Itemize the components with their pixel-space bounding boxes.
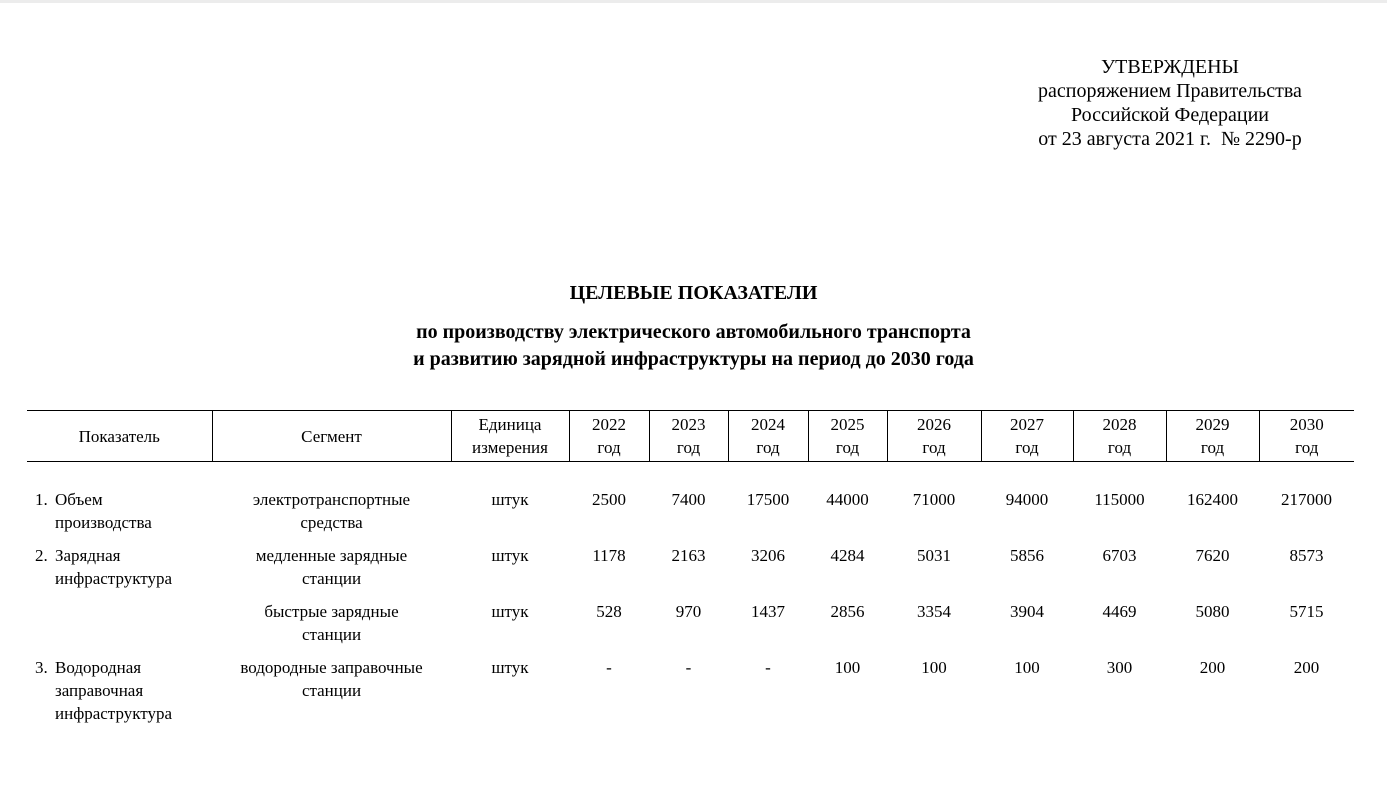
value-cell-2029: 162400 bbox=[1187, 490, 1238, 509]
value-cell-2024: 3206 bbox=[751, 546, 785, 565]
indicator-name-line: производства bbox=[55, 513, 152, 532]
column-header-text: Единица bbox=[478, 415, 542, 434]
value-cell-2022: 528 bbox=[596, 602, 622, 621]
value-cell-2025: 100 bbox=[834, 658, 861, 677]
indicator-name bbox=[55, 656, 172, 725]
segment-line: станции bbox=[301, 681, 362, 700]
value-cell-2024: - bbox=[765, 658, 771, 677]
column-header-text: 2023 bbox=[671, 415, 706, 434]
column-header-text: 2029 bbox=[1195, 415, 1230, 434]
indicator-cell bbox=[27, 544, 212, 600]
value-cell-2028: 4469 bbox=[1102, 602, 1137, 621]
indicator-name bbox=[55, 544, 172, 590]
subtitle-line-2: и развитию зарядной инфраструктуры на период до 2030 года bbox=[413, 348, 974, 370]
value-cell-2030: 217000 bbox=[1281, 490, 1332, 509]
value-cell-2026: 71000 bbox=[912, 490, 956, 509]
column-header-text: 2027 bbox=[1010, 415, 1044, 434]
document-title: ЦЕЛЕВЫЕ ПОКАЗАТЕЛИ bbox=[569, 282, 818, 304]
subtitle-line-1: по производству электрического автомобильного транспорта bbox=[416, 321, 971, 343]
segment-line: электротранспортные bbox=[252, 490, 411, 509]
header-spacer-row bbox=[27, 462, 1354, 489]
value-cell-2025: 2856 bbox=[830, 602, 865, 621]
unit-cell: штук bbox=[491, 546, 529, 565]
value-cell-2025: 44000 bbox=[826, 490, 869, 509]
column-header-text: 2030 bbox=[1289, 415, 1324, 434]
value-cell-2029: 200 bbox=[1199, 658, 1226, 677]
column-header-text: измерения bbox=[472, 438, 548, 457]
column-header-4 bbox=[649, 411, 728, 462]
indicator-cell bbox=[27, 656, 212, 728]
column-header-text: год bbox=[756, 438, 780, 457]
column-header-5 bbox=[728, 411, 808, 462]
segment-line: быстрые зарядные bbox=[264, 602, 399, 621]
indicator-name-line: заправочная bbox=[55, 681, 144, 700]
approval-line-4: от 23 августа 2021 г. № 2290-р bbox=[1038, 128, 1302, 150]
column-header-9 bbox=[1073, 411, 1166, 462]
value-cell-2022: 2500 bbox=[592, 490, 626, 509]
segment-line: станции bbox=[301, 569, 362, 588]
table-row bbox=[27, 488, 1354, 544]
value-cell-2027: 3904 bbox=[1010, 602, 1044, 621]
page-top-edge bbox=[0, 0, 1387, 3]
column-header-text: год bbox=[922, 438, 946, 457]
indicator-name-line: инфраструктура bbox=[55, 704, 172, 723]
unit-cell: штук bbox=[491, 602, 529, 621]
indicator-number: 3. bbox=[35, 658, 48, 677]
column-header-8 bbox=[981, 411, 1073, 462]
indicators-table bbox=[27, 410, 1354, 728]
column-header-text: 2022 bbox=[592, 415, 626, 434]
column-header-3 bbox=[569, 411, 649, 462]
value-cell-2024: 1437 bbox=[751, 602, 785, 621]
value-cell-2030: 8573 bbox=[1289, 546, 1324, 565]
value-cell-2022: 1178 bbox=[592, 546, 626, 565]
table-row bbox=[27, 544, 1354, 600]
column-header-text: год bbox=[1107, 438, 1132, 457]
column-header-text: 2024 bbox=[751, 415, 785, 434]
indicator-cell bbox=[27, 600, 212, 656]
column-header-text: год bbox=[1295, 438, 1319, 457]
indicator-name bbox=[55, 488, 152, 534]
value-cell-2028: 6703 bbox=[1102, 546, 1137, 565]
value-cell-2029: 7620 bbox=[1195, 546, 1230, 565]
column-header-1 bbox=[212, 411, 451, 462]
column-header-text: год bbox=[1015, 438, 1039, 457]
indicator-name-line: Объем bbox=[55, 490, 103, 509]
column-header-text: год bbox=[597, 438, 621, 457]
table-body bbox=[27, 462, 1354, 729]
column-header-text: 2028 bbox=[1102, 415, 1137, 434]
indicators-table-wrapper bbox=[27, 410, 1354, 728]
value-cell-2025: 4284 bbox=[830, 546, 865, 565]
value-cell-2027: 5856 bbox=[1010, 546, 1044, 565]
column-header-6 bbox=[808, 411, 887, 462]
segment-cell bbox=[212, 544, 451, 600]
unit-cell: штук bbox=[491, 490, 529, 509]
approval-stamp bbox=[1005, 55, 1335, 151]
indicator-cell bbox=[27, 488, 212, 544]
value-cell-2027: 100 bbox=[1014, 658, 1040, 677]
segment-line: водородные заправочные bbox=[240, 658, 423, 677]
table-row bbox=[27, 656, 1354, 728]
column-header-text: Показатель bbox=[78, 426, 160, 446]
value-cell-2028: 300 bbox=[1106, 658, 1133, 677]
segment-line: станции bbox=[301, 625, 362, 644]
column-header-text: 2025 bbox=[830, 415, 865, 434]
document-subtitle bbox=[0, 319, 1387, 373]
indicator-name-line: Водородная bbox=[55, 658, 142, 677]
value-cell-2028: 115000 bbox=[1094, 490, 1145, 509]
indicator-number: 2. bbox=[35, 546, 48, 565]
column-header-text: год bbox=[676, 438, 701, 457]
column-header-11 bbox=[1259, 411, 1354, 462]
approval-line-1: УТВЕРЖДЕНЫ bbox=[1100, 56, 1240, 78]
value-cell-2023: 7400 bbox=[671, 490, 706, 509]
value-cell-2022: - bbox=[606, 658, 612, 677]
column-header-text: Сегмент bbox=[301, 426, 362, 446]
column-header-0 bbox=[27, 411, 212, 462]
value-cell-2026: 100 bbox=[921, 658, 947, 677]
approval-line-2: распоряжением Правительства bbox=[1038, 80, 1302, 102]
segment-cell bbox=[212, 600, 451, 656]
column-header-text: год bbox=[1200, 438, 1225, 457]
value-cell-2026: 5031 bbox=[917, 546, 951, 565]
value-cell-2027: 94000 bbox=[1005, 490, 1049, 509]
indicator-name-line: инфраструктура bbox=[55, 569, 172, 588]
segment-cell bbox=[212, 488, 451, 544]
value-cell-2023: 2163 bbox=[671, 546, 706, 565]
value-cell-2029: 5080 bbox=[1195, 602, 1230, 621]
column-header-2 bbox=[451, 411, 569, 462]
value-cell-2024: 17500 bbox=[746, 490, 790, 509]
column-header-7 bbox=[887, 411, 981, 462]
value-cell-2030: 200 bbox=[1293, 658, 1320, 677]
column-header-text: 2026 bbox=[917, 415, 951, 434]
value-cell-2030: 5715 bbox=[1289, 602, 1324, 621]
approval-line-3: Российской Федерации bbox=[1070, 104, 1270, 126]
value-cell-2023: 970 bbox=[675, 602, 702, 621]
table-header-row bbox=[27, 411, 1354, 462]
indicator-name-line: Зарядная bbox=[55, 546, 121, 565]
segment-line: средства bbox=[300, 513, 363, 532]
value-cell-2023: - bbox=[685, 658, 692, 677]
segment-line: медленные зарядные bbox=[255, 546, 408, 565]
table-row bbox=[27, 600, 1354, 656]
column-header-10 bbox=[1166, 411, 1259, 462]
segment-cell bbox=[212, 656, 451, 728]
column-header-text: год bbox=[835, 438, 860, 457]
indicator-number: 1. bbox=[35, 490, 48, 509]
value-cell-2026: 3354 bbox=[917, 602, 951, 621]
unit-cell: штук bbox=[491, 658, 529, 677]
